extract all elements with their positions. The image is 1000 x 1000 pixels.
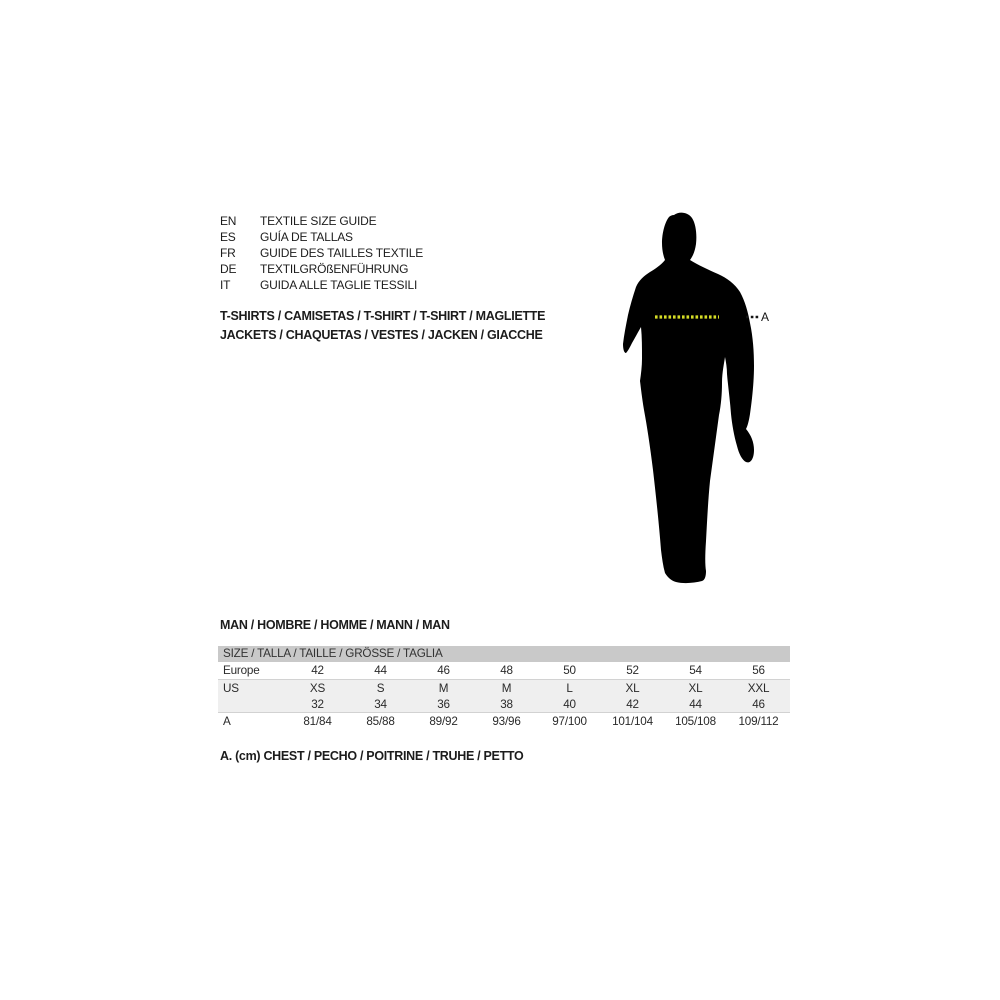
language-row-de — [220, 261, 423, 277]
size-cell: 89/92 — [429, 715, 458, 728]
table-row-us — [218, 680, 790, 696]
language-code: EN — [220, 214, 237, 228]
language-row-it — [220, 277, 423, 293]
language-row-es — [220, 229, 423, 245]
size-cell: 81/84 — [303, 715, 332, 728]
size-cell: 42 — [626, 697, 639, 711]
man-silhouette — [622, 210, 762, 585]
size-cell: 42 — [311, 664, 324, 677]
measurement-footnote: A. (cm) CHEST / PECHO / POITRINE / TRUHE / PETTO — [220, 749, 524, 763]
category-line-tshirts: T-SHIRTS / CAMISETAS / T-SHIRT / T-SHIRT / MAGLIETTE — [220, 309, 546, 323]
language-code: DE — [220, 262, 237, 276]
language-text: TEXTILGRÖßENFÜHRUNG — [260, 262, 409, 276]
language-text: GUIDE DES TAILLES TEXTILE — [260, 246, 424, 260]
table-shaded-band — [218, 679, 790, 713]
size-cell: 109/112 — [738, 715, 779, 728]
size-cell: 54 — [689, 664, 702, 677]
table-row-numeric — [218, 696, 790, 712]
size-cell: 44 — [374, 664, 387, 677]
language-row-fr — [220, 245, 423, 261]
language-text: TEXTILE SIZE GUIDE — [260, 214, 377, 228]
size-cell: 36 — [437, 697, 450, 711]
size-cell: 46 — [752, 697, 765, 711]
language-code: IT — [220, 278, 231, 292]
size-cell: 34 — [374, 697, 387, 711]
size-cell: 56 — [752, 664, 765, 677]
table-header: SIZE / TALLA / TAILLE / GRÖSSE / TAGLIA — [218, 646, 790, 662]
size-cell: 38 — [500, 697, 513, 711]
table-row-chest — [218, 713, 790, 730]
size-cell: 93/96 — [492, 715, 521, 728]
measure-label-a: A — [761, 310, 770, 324]
silhouette-shape — [623, 213, 754, 583]
size-cell: S — [376, 681, 385, 695]
row-label: US — [223, 681, 239, 695]
table-row-europe — [218, 662, 790, 679]
language-code: ES — [220, 230, 236, 244]
language-text: GUIDA ALLE TAGLIE TESSILI — [260, 278, 418, 292]
size-cell: XL — [625, 681, 640, 695]
size-cell: M — [438, 681, 449, 695]
size-cell: 101/104 — [612, 715, 653, 728]
size-cell: 44 — [689, 697, 702, 711]
category-titles — [220, 307, 545, 345]
size-cell: 97/100 — [552, 715, 587, 728]
language-code: FR — [220, 246, 236, 260]
size-cell: XS — [309, 681, 326, 695]
size-cell: 105/108 — [675, 715, 716, 728]
language-row-en — [220, 213, 423, 229]
size-cell: M — [501, 681, 512, 695]
size-cell: 40 — [563, 697, 576, 711]
category-line-jackets: JACKETS / CHAQUETAS / VESTES / JACKEN / GIACCHE — [220, 328, 543, 342]
size-cell: 52 — [626, 664, 639, 677]
language-text: GUÍA DE TALLAS — [260, 230, 353, 244]
size-cell: 46 — [437, 664, 450, 677]
size-cell: XL — [688, 681, 703, 695]
row-label: A — [223, 715, 231, 728]
size-cell: XXL — [747, 681, 770, 695]
size-cell: 48 — [500, 664, 513, 677]
row-label: Europe — [223, 664, 260, 677]
size-cell: 85/88 — [366, 715, 395, 728]
size-cell: L — [566, 681, 573, 695]
language-list — [220, 213, 423, 293]
size-cell: 32 — [311, 697, 324, 711]
section-title: MAN / HOMBRE / HOMME / MANN / MAN — [220, 618, 450, 632]
size-table — [218, 646, 790, 730]
size-cell: 50 — [563, 664, 576, 677]
